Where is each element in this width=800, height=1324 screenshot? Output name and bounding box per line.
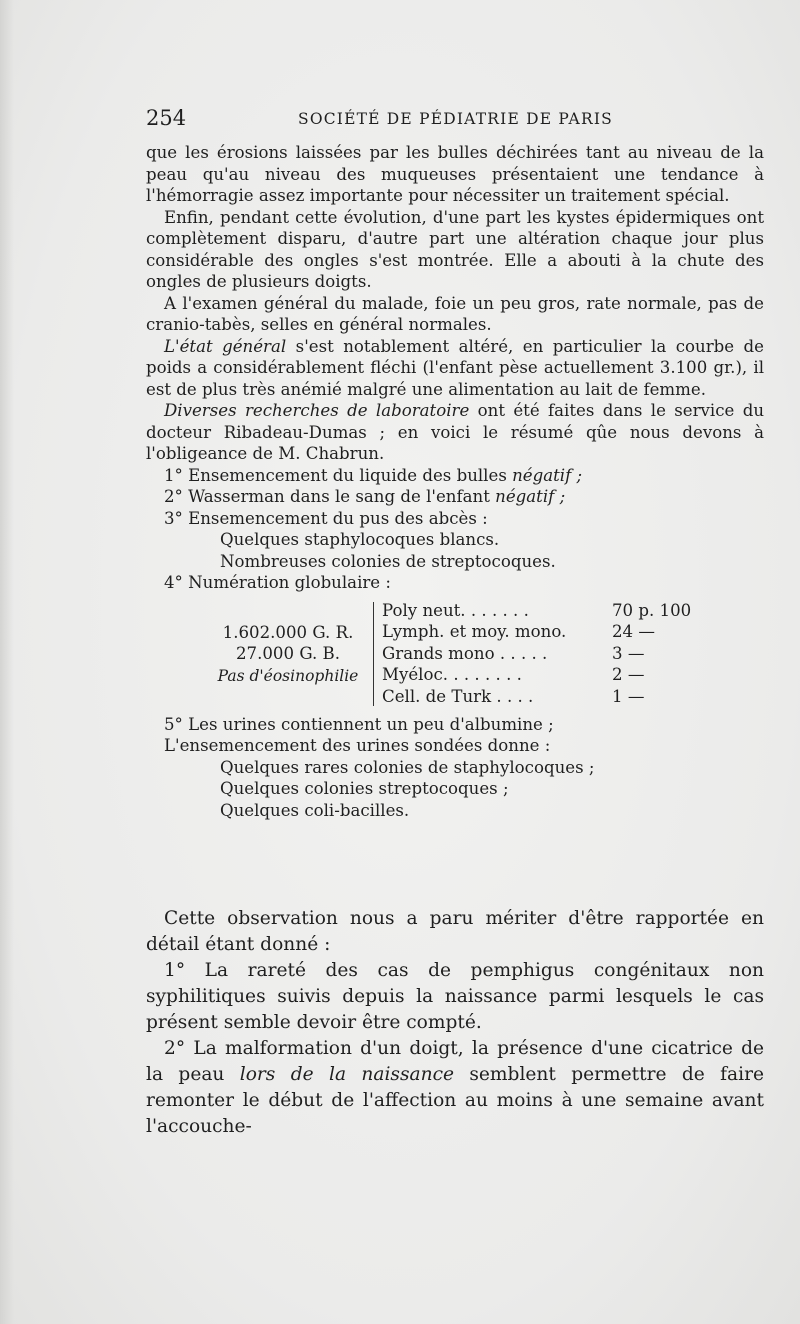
- page-edge-shadow: [0, 0, 14, 1324]
- result-item-2-italic: négatif ;: [495, 487, 566, 506]
- conclusion-paragraph-1: Cette observation nous a paru mériter d'être rapportée en détail étant donné :: [146, 908, 764, 955]
- result-item-6-sub-1: Quelques rares colonies de staphylocoques ;: [220, 757, 595, 777]
- blood-count-summary: [202, 622, 374, 688]
- cell-type-value: 2 —: [612, 665, 645, 684]
- cell-type-label: Cell. de Turk . . . .: [382, 686, 534, 706]
- conclusion-paragraph-3-end: semblent permettre de faire remonter le début de l'affection au moins à une semaine avant l'accouche-: [146, 1064, 764, 1137]
- result-item-1-text: 1° Ensemencement du liquide des bulles: [164, 465, 513, 485]
- result-item-3-sub-2: Nombreuses colonies de streptocoques.: [220, 551, 556, 571]
- page-number: 254: [146, 106, 187, 130]
- paragraph-5-text: ont été faites dans le service du docteur Ribadeau-Dumas ; en voici le résumé qûe nous devons à l'obligeance de M. Chabrun.: [146, 401, 765, 463]
- paragraph-4: [146, 336, 764, 401]
- cell-type-values: [612, 600, 732, 708]
- result-item-6-sub-3: Quelques coli-bacilles.: [220, 800, 410, 820]
- cell-type-value: 70 p. 100: [612, 600, 692, 620]
- paragraph-5: [146, 400, 764, 465]
- cell-type-value: 24 —: [612, 622, 655, 641]
- conclusion-paragraph-3-start: 2° La malformation d'un doigt, la présence d'une cicatrice de la peau: [146, 1038, 764, 1085]
- conclusion-text: [146, 906, 764, 1140]
- brace-divider: [373, 602, 380, 706]
- eosinophil-note: [202, 665, 374, 688]
- red-cell-count: 1.602.000 G. R.: [222, 622, 354, 642]
- result-item-3: 3° Ensemencement du pus des abcès :: [164, 508, 488, 528]
- eosinophil-note-text: Pas d'éosinophilie: [217, 666, 359, 685]
- paragraph-5-italic: Diverses recherches de laboratoire: [164, 401, 470, 420]
- white-cell-count: 27.000 G. B.: [235, 644, 341, 663]
- cell-type-label: Poly neut. . . . . . .: [382, 600, 529, 620]
- paragraph-3: A l'examen général du malade, foie un peu gros, rate normale, pas de cranio-tabès, selles en général normales.: [146, 293, 764, 334]
- result-item-6-sub-2: Quelques colonies streptocoques ;: [220, 779, 509, 798]
- cell-type-label: Lymph. et moy. mono.: [382, 622, 567, 641]
- conclusion-paragraph-3-italic: lors de la naissance: [239, 1064, 454, 1085]
- paragraph-1: que les érosions laissées par les bulles déchirées tant au niveau de la peau qu'au niveau des muqueuses présentaient une tendance à l'hémorragie assez importante pour nécessiter un traitement spécial.: [146, 143, 764, 205]
- paragraph-2: Enfin, pendant cette évolution, d'une part les kystes épidermiques ont complètement disparu, d'autre part une altération chaque jour plus considérable des ongles s'est montrée. Elle a abouti à la chute des ongles de plusieurs doigts.: [146, 207, 764, 291]
- cell-type-labels: [382, 600, 602, 708]
- cell-type-value: 3 —: [612, 643, 645, 663]
- result-item-3-sub-1: Quelques staphylocoques blancs.: [220, 530, 500, 549]
- page-header: [146, 106, 776, 134]
- cell-type-value: 1 —: [612, 686, 645, 706]
- result-item-4: 4° Numération globulaire :: [164, 573, 391, 592]
- result-item-2: [146, 486, 764, 508]
- cell-type-label: Myéloc. . . . . . . .: [382, 665, 522, 684]
- result-item-1-italic: négatif ;: [512, 465, 583, 485]
- result-item-5: 5° Les urines contiennent un peu d'albumine ;: [164, 714, 554, 734]
- paragraph-4-text: s'est notablement altéré, en particulier la courbe de poids a considérablement fléchi (l'enfant pèse actuellement 3.100 gr.), il est de plus très anémié malgré une alimentation au lait de femme.: [146, 336, 764, 399]
- conclusion-paragraph-2: 1° La rareté des cas de pemphigus congénitaux non syphilitiques suivis depuis la naissance parmi lesquels le cas présent semble devoir être compté.: [146, 960, 764, 1033]
- paragraph-4-italic: L'état général: [164, 336, 287, 356]
- running-title: SOCIÉTÉ DE PÉDIATRIE DE PARIS: [298, 110, 613, 128]
- result-item-6: L'ensemencement des urines sondées donne :: [164, 736, 551, 755]
- conclusion-paragraph-3: [146, 1036, 764, 1140]
- body-text: [146, 142, 764, 821]
- cell-type-label: Grands mono . . . . .: [382, 643, 548, 663]
- result-item-1: [146, 465, 764, 487]
- blood-count-table: [146, 600, 764, 710]
- result-item-2-text: 2° Wasserman dans le sang de l'enfant: [164, 487, 496, 506]
